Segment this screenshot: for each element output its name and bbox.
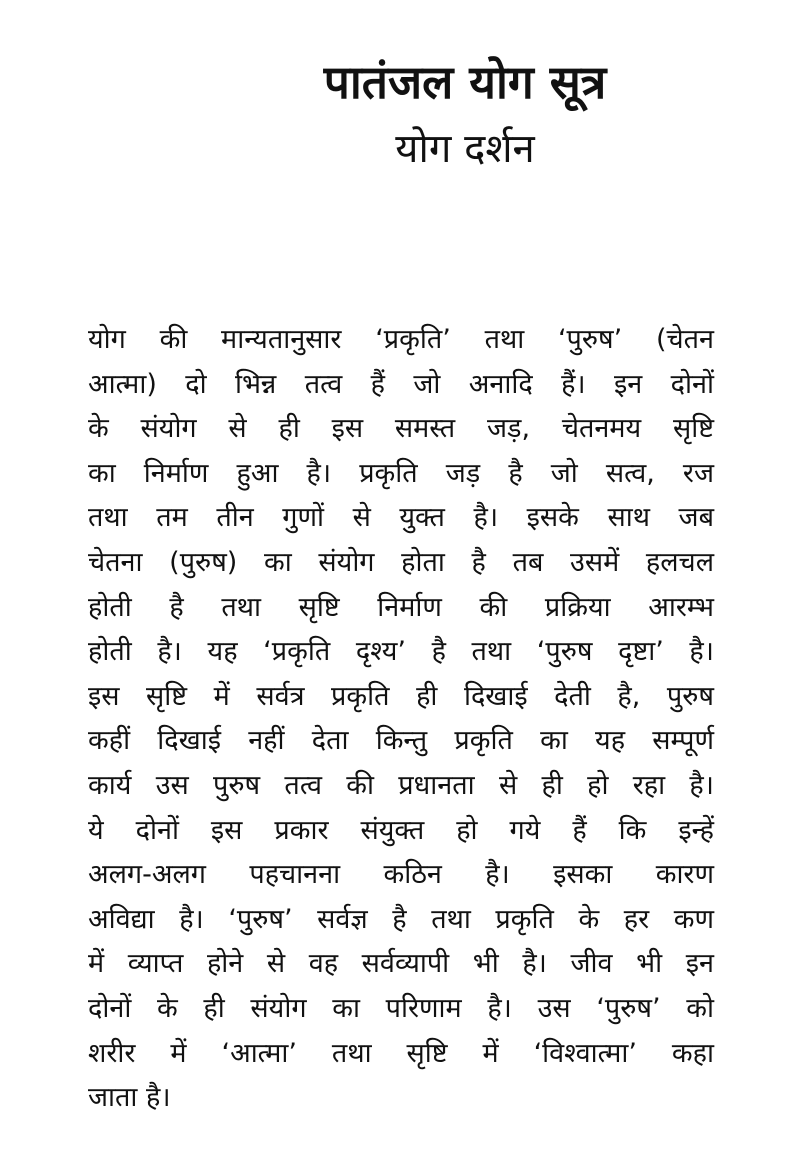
body-line: होती है। यह ‘प्रकृति दृश्य’ है तथा ‘पुरुष दृष्टा’ है। (88, 636, 714, 668)
body-line: अविद्या है। ‘पुरुष’ सर्वज्ञ है तथा प्रकृति के हर कण (88, 903, 714, 935)
body-line: अलग-अलग पहचानना कठिन है। इसका कारण (88, 859, 714, 891)
body-line: ये दोनों इस प्रकार संयुक्त हो गये हैं कि इन्हें (88, 814, 714, 846)
page-title: पातंजल योग सूत्र (323, 55, 607, 109)
body-line: जाता है। (88, 1082, 171, 1114)
body-line: दोनों के ही संयोग का परिणाम है। उस ‘पुरुष’ को (88, 992, 714, 1024)
body-line: होती है तथा सृष्टि निर्माण की प्रक्रिया आरम्भ (88, 591, 714, 623)
body-line: कार्य उस पुरुष तत्व की प्रधानता से ही हो रहा है। (88, 769, 714, 801)
body-line: तथा तम तीन गुणों से युक्त है। इसके साथ जब (88, 502, 714, 534)
body-paragraph (88, 318, 714, 1121)
body-line: योग की मान्यतानुसार ‘प्रकृति’ तथा ‘पुरुष’ (चेतन (88, 324, 714, 355)
body-line: में व्याप्त होने से वह सर्वव्यापी भी है। जीव भी इन (88, 948, 714, 980)
page-subtitle: योग दर्शन (395, 126, 535, 172)
body-line: इस सृष्टि में सर्वत्र प्रकृति ही दिखाई देती है, पुरुष (88, 680, 714, 712)
body-line: कहीं दिखाई नहीं देता किन्तु प्रकृति का यह सम्पूर्ण (88, 725, 714, 757)
body-line: शरीर में ‘आत्मा’ तथा सृष्टि में ‘विश्वात्मा’ कहा (88, 1037, 714, 1069)
body-line: आत्मा) दो भिन्न तत्व हैं जो अनादि हैं। इन दोनों (88, 368, 714, 400)
body-line: के संयोग से ही इस समस्त जड़, चेतनमय सृष्टि (88, 413, 714, 445)
body-line: का निर्माण हुआ है। प्रकृति जड़ है जो सत्व, रज (88, 457, 714, 489)
body-line: चेतना (पुरुष) का संयोग होता है तब उसमें हलचल (88, 546, 714, 578)
